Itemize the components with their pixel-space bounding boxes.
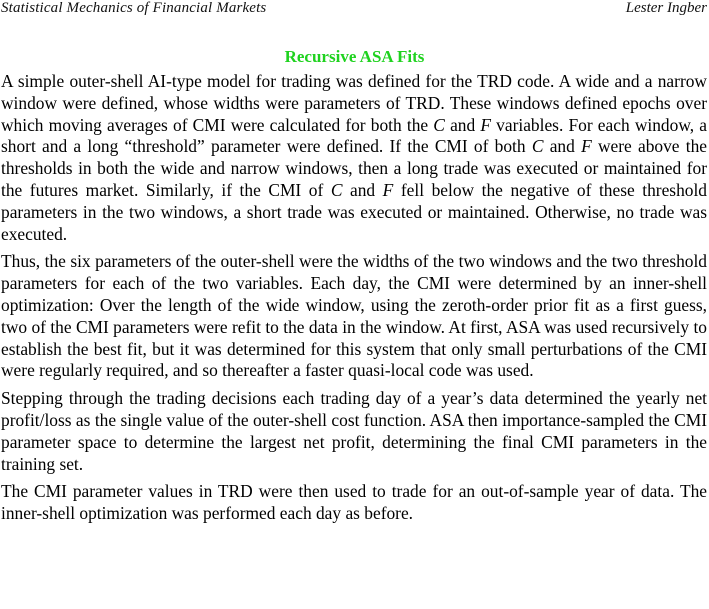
text-run: and: [543, 136, 582, 157]
variable-symbol: F: [581, 136, 592, 157]
text-run: Stepping through the trading decisions each trading day of a year’s data determined the yearly net profit/loss as the single value of the outer-shell cost function. ASA then importance-sampled the CMI parameter space to determine the largest net profit, determining the final CMI parameters in the training set.: [1, 388, 707, 474]
variable-symbol: F: [382, 179, 394, 200]
variable-symbol: C: [433, 114, 445, 135]
paragraph: [1, 388, 707, 475]
running-header: [0, 0, 709, 18]
text-run: A simple outer-shell AI-type model for trading was defined for the TRD code. A wide and a narrow window were defined, whose widths were parameters of TRD. These windows defined epochs over which moving averages of CMI were calculated for both the: [1, 71, 707, 135]
text-run: Thus, the six parameters of the outer-shell were the widths of the two windows and the two threshold parameters for each of the two variables. Each day, the CMI were determined by an inner-shell optimization: Over the length of the wide window, using the zeroth-order prior fit as a first guess, two of the CMI parameters were refit to the data in the window. At first, ASA was used recursively to establish the best fit, but it was determined for this system that only small perturbations of the CMI were regularly required, and so thereafter a faster quasi-local code was used.: [1, 251, 707, 381]
text-run: fell below the negative of these threshold parameters in the two windows, a short trade was executed or maintained. Otherwise, no trade was executed.: [1, 179, 707, 244]
paragraph: [1, 251, 707, 382]
paragraph: [1, 481, 707, 525]
variable-symbol: F: [480, 114, 491, 135]
text-run: and: [342, 179, 383, 200]
text-run: variables. For each window, a short and a long “threshold” parameter were defined. If the CMI of both: [1, 114, 707, 157]
text-run: were above the thresholds in both the wide and narrow windows, then a long trade was executed or maintained for the futures market. Similarly, if the CMI of: [1, 136, 707, 200]
section-heading: Recursive ASA Fits: [284, 47, 425, 66]
running-header-title: Statistical Mechanics of Financial Markets: [1, 0, 267, 16]
variable-symbol: C: [330, 179, 343, 200]
paragraph: [1, 71, 707, 245]
running-header-author: Lester Ingber: [625, 0, 707, 16]
text-run: and: [444, 114, 481, 135]
variable-symbol: C: [531, 136, 544, 157]
body-text: [1, 71, 707, 531]
text-run: The CMI parameter values in TRD were then used to trade for an out-of-sample year of data. The inner-shell optimization was performed each day as before.: [1, 481, 707, 524]
